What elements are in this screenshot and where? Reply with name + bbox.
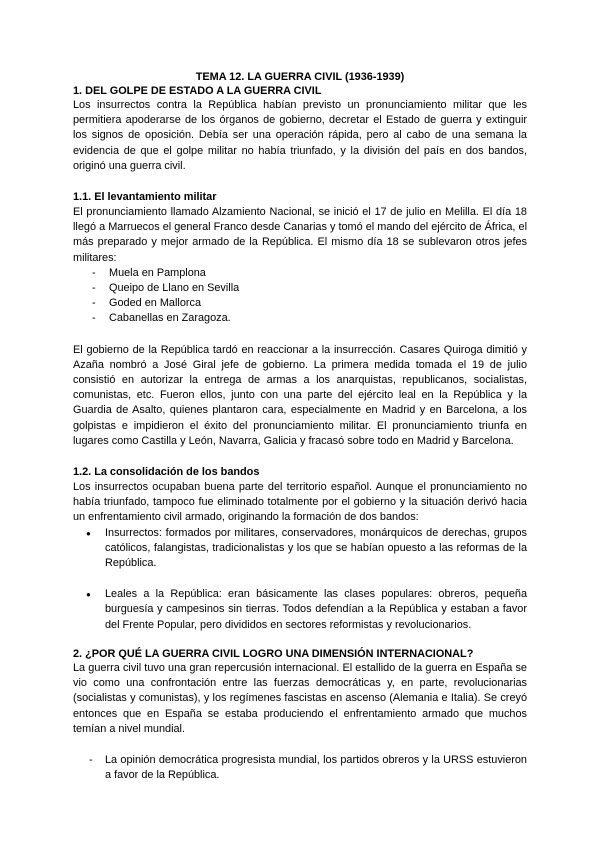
list-item: - La opinión democrática progresista mundial, los partidos obreros y la URSS estuvieron a favor de la República. — [86, 753, 527, 783]
section-1-intro: Los insurrectos contra la República habían previsto un pronunciamiento militar que les permitiera apoderarse de los órganos de gobierno, decretar el Estado de guerra y extinguir los signos de oposición. Debía ser una operación rápida, pero al cabo de una semana la evidencia de que el golpe militar no había triunfado, y la división del país en dos bandos, originó una guerra civil. — [73, 99, 527, 172]
list-item: - Queipo de Llano en Sevilla — [92, 281, 527, 296]
list-item: - Muela en Pamplona — [92, 266, 527, 281]
section-1-heading: 1. DEL GOLPE DE ESTADO A LA GUERRA CIVIL — [73, 85, 322, 97]
section-2-heading: 2. ¿POR QUÉ LA GUERRA CIVIL LOGRO UNA DIMENSIÓN INTERNACIONAL? — [73, 647, 474, 660]
factions-list-2 — [73, 587, 527, 633]
list-item-insurrectos: ● Insurrectos: formados por militares, conservadores, monárquicos de derechas, grupos católicos, falangistas, tradicionalistas y los que se habían opuesto a las reformas de la República. — [86, 526, 527, 572]
document-title: TEMA 12. LA GUERRA CIVIL (1936-1939) — [195, 71, 405, 83]
subsection-1-1-paragraph-2: El gobierno de la República tardó en reaccionar a la insurrección. Casares Quiroga dimitió y Azaña nombró a José Giral jefe de gobierno. La primera medida tomada el 19 de julio consistió en autorizar la entrega de armas a los anarquistas, republicanos, socialistas, comunistas, etc. Fueron ellos, junto con una parte del ejército leal en la República y la Guardia de Asalto, quienes plantaron cara, especialmente en Madrid y en Barcelona, a los golpistas e impidieron el éxito del pronunciamiento militar. El pronunciamiento triunfa en lugares como Castilla y León, Navarra, Galicia y fracasó sobre todo en Madrid y Barcelona. — [73, 343, 527, 447]
list-item: - Goded en Mallorca — [92, 296, 527, 311]
subsection-1-1-paragraph: El pronunciamiento llamado Alzamiento Nacional, se inició el 17 de julio en Melilla. El día 18 llegó a Marruecos el general Franco desde Canarias y tomó el mando del ejército de África, el más preparado y mejor armado de la República. El mismo día 18 se sublevaron otros jefes militares: — [73, 206, 527, 264]
subsection-1-1-heading: 1.1. El levantamiento militar — [73, 191, 217, 204]
military-leaders-list — [73, 266, 527, 327]
subsection-1-2-heading: 1.2. La consolidación de los bandos — [73, 466, 260, 479]
section-2-paragraph: La guerra civil tuvo una gran repercusión internacional. El estallido de la guerra en España se vio como una confrontación entre las fuerzas democráticas y, en parte, revolucionarias (socialistas y comunistas), y los regímenes fascistas en ascenso (Alemania e Italia). Se creyó entonces que en España se estaba produciendo el enfrentamiento armado que muchos temían a nivel mundial. — [73, 661, 527, 735]
list-item: - Cabanellas en Zaragoza. — [92, 311, 527, 326]
subsection-1-2-paragraph: Los insurrectos ocupaban buena parte del territorio español. Aunque el pronunciamiento no había triunfado, tampoco fue eliminado totalmente por el gobierno y la situación derivó hacia un enfrentamiento civil armado, originando la formación de dos bandos: — [73, 481, 527, 524]
list-item-leales: ● Leales a la República: eran básicamente las clases populares: obreros, pequeña burguesía y campesinos sin tierras. Todos defendían a la República y estaban a favor del Frente Popular, pero divididos en sectores reformistas y revolucionarios. — [86, 587, 527, 633]
international-support-list — [73, 753, 527, 783]
factions-list — [73, 526, 527, 572]
